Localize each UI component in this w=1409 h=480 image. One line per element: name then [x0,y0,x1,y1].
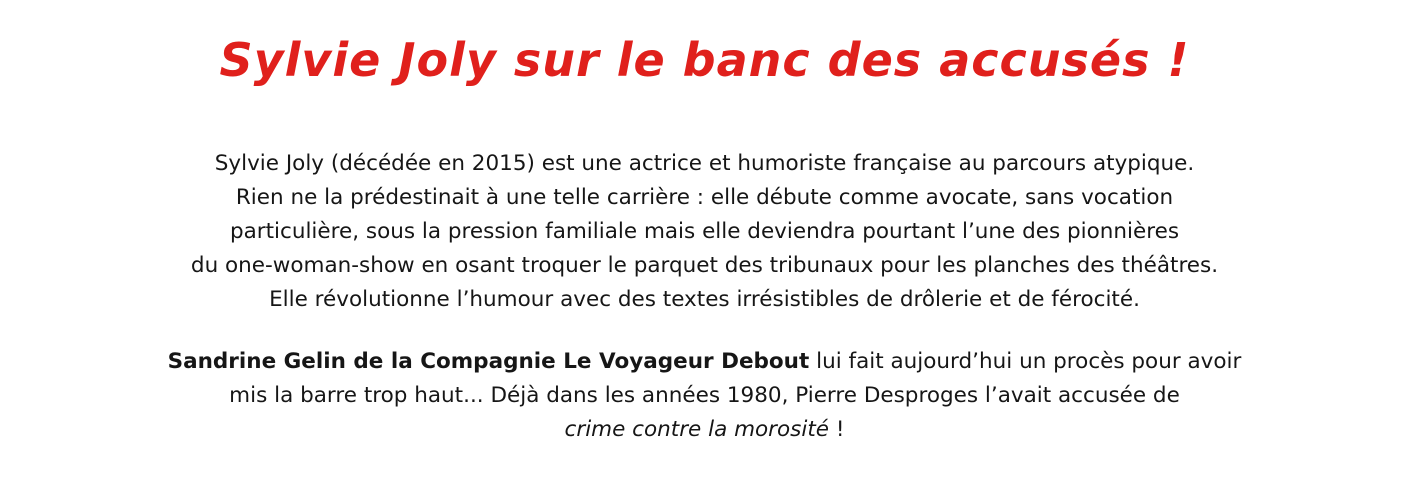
company-name: Sandrine Gelin de la Compagnie Le Voyageur Debout [167,349,810,374]
company-paragraph [40,345,1369,447]
quote-phrase: crime contre la morosité [564,417,830,442]
intro-paragraph [40,147,1369,317]
intro-line-3: particulière, sous la pression familiale mais elle deviendra pourtant l’une des pionnières [229,219,1180,244]
company-line-1-rest: lui fait aujourd’hui un procès pour avoir [809,349,1242,374]
intro-line-2: Rien ne la prédestinait à une telle carrière : elle débute comme avocate, sans vocation [235,185,1174,210]
company-line-3 [40,413,1369,447]
intro-line-4: du one-woman-show en osant troquer le parquet des tribunaux pour les planches des théâtres. [190,253,1219,278]
company-line-3-rest: ! [829,417,845,442]
company-line-1 [40,345,1369,379]
intro-line-5: Elle révolutionne l’humour avec des textes irrésistibles de drôlerie et de férocité. [269,287,1140,312]
company-line-2: mis la barre trop haut... Déjà dans les années 1980, Pierre Desproges l’avait accusée de [229,383,1180,408]
page-title: Sylvie Joly sur le banc des accusés ! [219,33,1190,87]
intro-line-1: Sylvie Joly (décédée en 2015) est une actrice et humoriste française au parcours atypique. [214,151,1195,176]
